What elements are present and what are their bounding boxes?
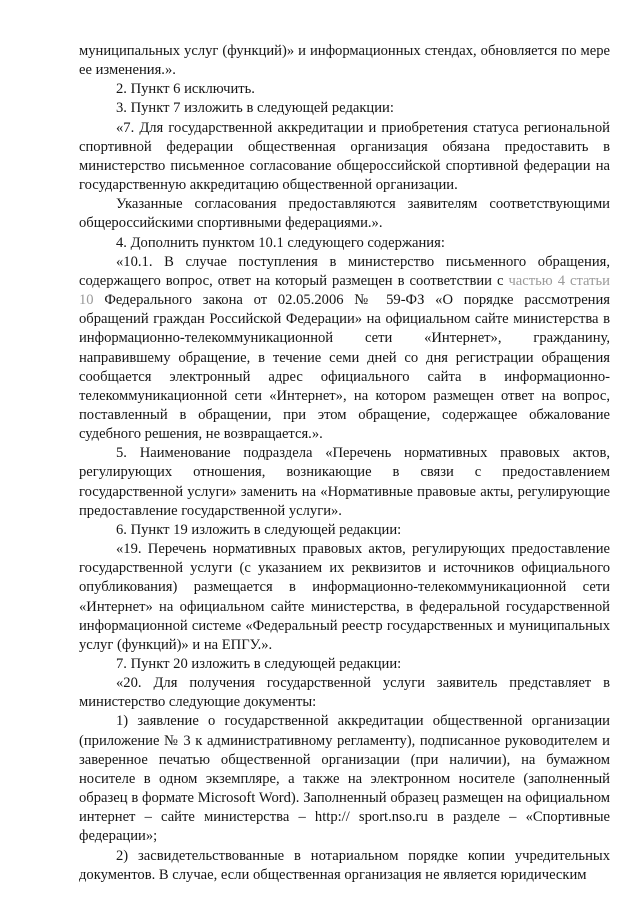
paragraph-item-7: 7. Пункт 20 изложить в следующей редакции:	[116, 656, 402, 672]
paragraph-item-2: 2. Пункт 6 исключить.	[116, 81, 255, 98]
paragraph-clause-20-sub-2: 2) засвидетельствованные в нотариальном порядке копии учредительных документов. В случае, если общественная организация не является юридическим	[79, 847, 610, 883]
paragraph-item-6: 6. Пункт 19 изложить в следующей редакции:	[116, 521, 402, 538]
clause-10-1-text-after: Федерального закона от 02.05.2006 № 59-ФЗ «О порядке рассмотрения обращений граждан Российской Федерации» на официальном сайте министерства в информационно-телекоммуникационной сети «Интернет», гражданину, направившему обращение, в течение семи дней со дня регистрации обращения сообщается электронный адрес официального сайта в информационно-телекоммуникационной сети «Интернет», на котором размещен ответ на вопрос, поставленный в обращении, при этом обращение, содержащее обжалование судебного решения, не возвращается.».	[79, 292, 610, 443]
paragraph-clause-10-1	[79, 253, 610, 445]
paragraph-item-4: 4. Дополнить пунктом 10.1 следующего содержания:	[116, 234, 445, 251]
paragraph-clause-20: «20. Для получения государственной услуги заявитель представляет в министерство следующие документы:	[79, 675, 610, 711]
paragraph-item-3: 3. Пункт 7 изложить в следующей редакции:	[116, 100, 394, 117]
document-page	[79, 42, 610, 885]
paragraph-item-5: 5. Наименование подраздела «Перечень нормативных правовых актов, регулирующих отношения, возникающие в связи с предоставлением государственной услуги» заменить на «Нормативные правовые акты, регулирующие предоставление государственной услуги».	[79, 445, 610, 519]
paragraph-continuation: муниципальных услуг (функций)» и информационных стендах, обновляется по мере ее изменения.».	[79, 43, 610, 79]
law-reference-link[interactable]: частью 4 статьи 10	[79, 272, 610, 309]
paragraph-clause-19: «19. Перечень нормативных правовых актов, регулирующих предоставление государственной услуги (с указанием их реквизитов и источников официального опубликования) размещается в информационно-телекоммуникационной сети «Интернет» на официальном сайте министерства, в федеральной государственной информационной системе «Федеральный реестр государственных и муниципальных услуг (функций)» и на ЕПГУ.».	[79, 541, 610, 653]
paragraph-clause-7-note: Указанные согласования предоставляются заявителям соответствующими общероссийскими спортивными федерациями.».	[79, 196, 610, 232]
paragraph-clause-7: «7. Для государственной аккредитации и приобретения статуса региональной спортивной федерации общественная организация обязана предоставить в министерство письменное согласование общероссийской спортивной федерации на государственную аккредитацию общественной организации.	[79, 119, 610, 194]
paragraph-clause-20-sub-1: 1) заявление о государственной аккредитации общественной организации (приложение № 3 к административному регламенту), подписанное руководителем и заверенное печатью общественной организации (при наличии), на бумажном носителе в одном экземпляре, а также на электронном носителе (заполненный образец в формате Microsoft Word). Заполненный образец размещен на официальном интернет – сайте министерства – http:// sport.nso.ru в разделе – «Спортивные федерации»;	[79, 713, 610, 845]
clause-10-1-text-before: «10.1. В случае поступления в министерство письменного обращения, содержащего вопрос, ответ на который размещен в соответствии с	[79, 253, 610, 289]
